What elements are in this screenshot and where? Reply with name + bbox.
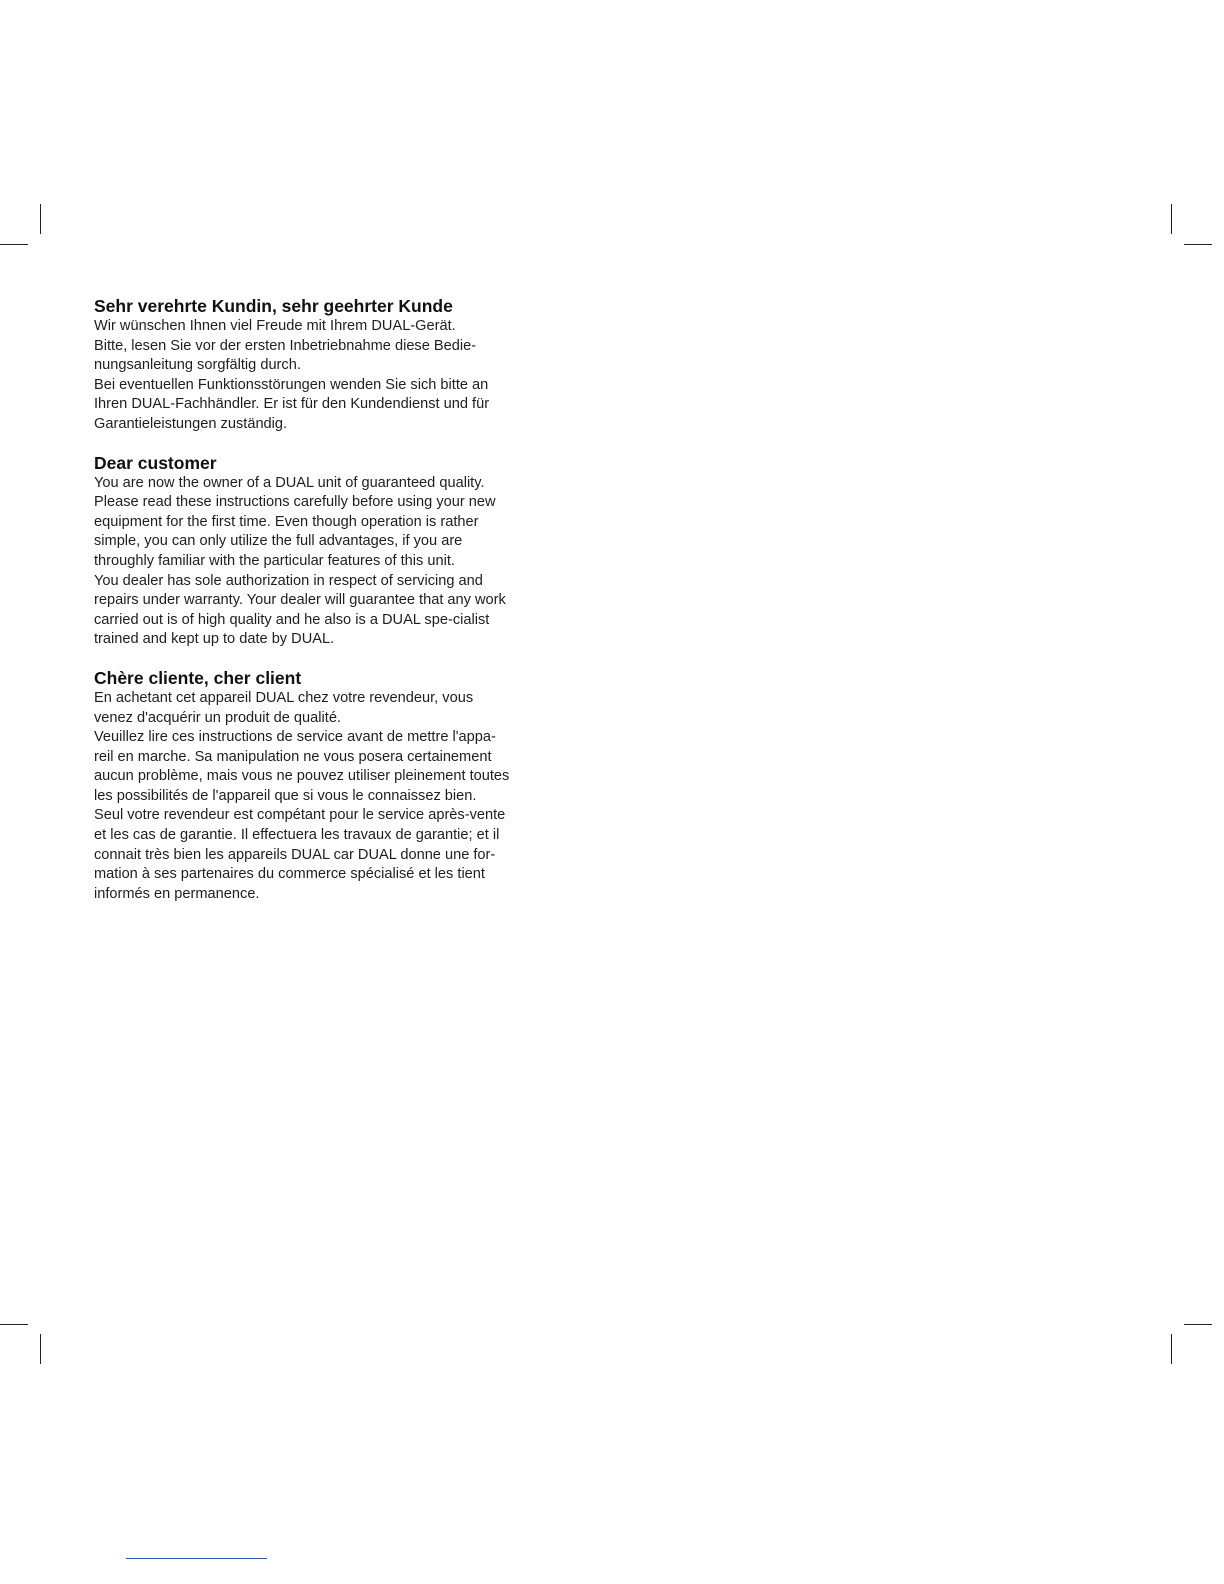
text-line: Wir wünschen Ihnen viel Freude mit Ihrem DUAL-Gerät. [94, 318, 456, 334]
text-line: Veuillez lire ces instructions de service avant de mettre l'appa- [94, 729, 496, 746]
text-line: equipment for the first time. Even though operation is rather [94, 513, 479, 530]
text-line: Please read these instructions carefully before using your new [94, 494, 496, 511]
crop-mark-top-left-horizontal [0, 244, 28, 245]
text-line: les possibilités de l'appareil que si vous le connaissez bien. [94, 787, 477, 804]
text-line: aucun problème, mais vous ne pouvez utiliser pleinement toutes [94, 768, 510, 785]
crop-mark-top-right-vertical [1171, 204, 1172, 234]
document-body [94, 296, 594, 922]
text-line: En achetant cet appareil DUAL chez votre revendeur, vous [94, 689, 474, 706]
text-line: Bitte, lesen Sie vor der ersten Inbetriebnahme diese Bedie- [94, 337, 477, 354]
text-line: Garantieleistungen zuständig. [94, 415, 288, 432]
text-line: Bei eventuellen Funktionsstörungen wenden Sie sich bitte an [94, 376, 489, 393]
footer-rule [126, 1558, 267, 1559]
text-line: connait très bien les appareils DUAL car DUAL donne une for- [94, 846, 496, 863]
crop-mark-top-left-vertical [40, 204, 41, 234]
text-line: mation à ses partenaires du commerce spécialisé et les tient [94, 866, 485, 883]
text-line: reil en marche. Sa manipulation ne vous posera certainement [94, 748, 492, 765]
text-line: simple, you can only utilize the full advantages, if you are [94, 533, 463, 550]
text-line: trained and kept up to date by DUAL. [94, 631, 335, 648]
text-line: You dealer has sole authorization in respect of servicing and [94, 572, 483, 589]
text-line: You are now the owner of a DUAL unit of guaranteed quality. [94, 474, 485, 491]
section-french [94, 668, 594, 905]
crop-mark-bottom-right-vertical [1171, 1334, 1172, 1364]
section-heading: Sehr verehrte Kundin, sehr geehrter Kunde [94, 296, 453, 316]
text-line: Ihren DUAL-Fachhändler. Er ist für den Kundendienst und für [94, 396, 490, 413]
text-line: carried out is of high quality and he also is a DUAL spe-cialist [94, 611, 490, 628]
text-line: throughly familiar with the particular features of this unit. [94, 552, 455, 569]
text-line: repairs under warranty. Your dealer will guarantee that any work [94, 592, 506, 609]
text-line: informés en permanence. [94, 885, 260, 902]
text-line: Seul votre revendeur est compétant pour le service après-vente [94, 807, 506, 824]
section-german [94, 296, 594, 435]
text-line: et les cas de garantie. Il effectuera les travaux de garantie; et il [94, 827, 500, 844]
crop-mark-top-right-horizontal [1184, 244, 1212, 245]
section-english [94, 453, 594, 650]
text-line: venez d'acquérir un produit de qualité. [94, 709, 341, 726]
crop-mark-bottom-right-horizontal [1184, 1324, 1212, 1325]
section-heading: Chère cliente, cher client [94, 667, 302, 688]
text-line: nungsanleitung sorgfältig durch. [94, 357, 301, 374]
crop-mark-bottom-left-horizontal [0, 1324, 28, 1325]
section-heading: Dear customer [94, 452, 217, 473]
crop-mark-bottom-left-vertical [40, 1334, 41, 1364]
